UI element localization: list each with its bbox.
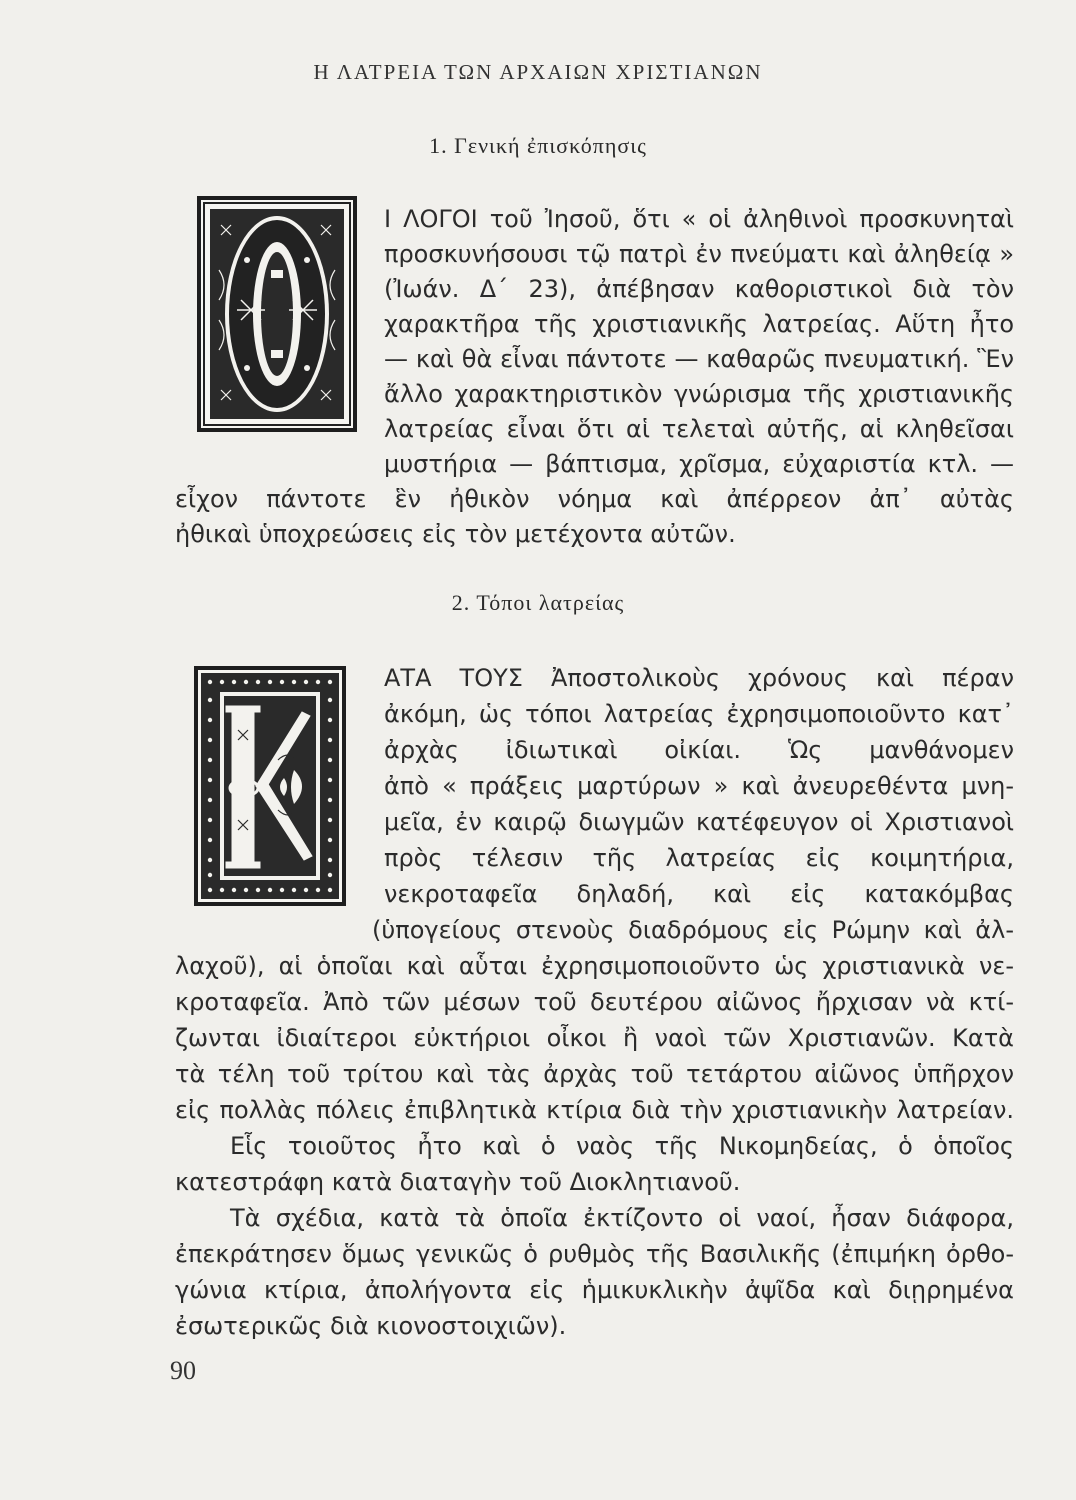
running-title: Η ΛΑΤΡΕΙΑ ΤΩΝ ΑΡΧΑΙΩΝ ΧΡΙΣΤΙΑΝΩΝ <box>313 60 763 84</box>
paragraph-line: λατρείας εἶναι ὅτι αἱ τελεταὶ αὐτῆς, αἱ κληθεῖσαι <box>384 415 1014 443</box>
paragraph-line: Εἷς τοιοῦτος ἦτο καὶ ὁ ναὸς τῆς Νικομηδείας, ὁ ὁποῖος <box>230 1132 1014 1160</box>
paragraph-line: ἠθικαὶ ὑποχρεώσεις εἰς τὸν μετέχοντα αὐτῶν. <box>175 520 736 548</box>
paragraph-line: εἶχον πάντοτε ἓν ἠθικὸν νόημα καὶ ἀπέρρεον ἀπ᾽ αὐτὰς <box>175 485 1014 513</box>
paragraph-line: κροταφεῖα. Ἀπὸ τῶν μέσων τοῦ δευτέρου αἰῶνος ἤρχισαν νὰ κτί- <box>175 988 1014 1016</box>
paragraph-line: Ι ΛΟΓΟΙ τοῦ Ἰησοῦ, ὅτι « οἱ ἀληθινοὶ προσκυνηταὶ <box>384 205 1014 233</box>
paragraph-line: γώνια κτίρια, ἀπολήγοντα εἰς ἡμικυκλικὴν ἀψῖδα καὶ διῃρημένα <box>175 1276 1014 1304</box>
paragraph-line: τὰ τέλη τοῦ τρίτου καὶ τὰς ἀρχὰς τοῦ τετάρτου αἰῶνος ὑπῆρχον <box>175 1060 1014 1088</box>
paragraph-line: εἰς πολλὰς πόλεις ἐπιβλητικὰ κτίρια διὰ τὴν χριστιανικὴν λατρείαν. <box>175 1096 1014 1124</box>
paragraph-line: μεῖα, ἐν καιρῷ διωγμῶν κατέφευγον οἱ Χριστιανοὶ <box>384 808 1014 836</box>
paragraph-line: ζωνται ἰδιαίτεροι εὐκτήριοι οἶκοι ἢ ναοὶ τῶν Χριστιανῶν. Κατὰ <box>175 1024 1014 1052</box>
section-1-title: 1. Γενική ἐπισκόπησις <box>429 133 647 158</box>
paragraph-line: νεκροταφεῖα δηλαδή, καὶ εἰς κατακόμβας <box>384 880 1014 908</box>
paragraph-line: Τὰ σχέδια, κατὰ τὰ ὁποῖα ἐκτίζοντο οἱ ναοί, ἦσαν διάφορα, <box>230 1204 1014 1232</box>
page-number: 90 <box>170 1356 196 1385</box>
paragraph-line: (ὑπογείους στενοὺς διαδρόμους εἰς Ρώμην καὶ ἀλ- <box>372 916 1014 944</box>
paragraph-line: ἀπὸ « πράξεις μαρτύρων » καὶ ἀνευρεθέντα μνη- <box>384 772 1014 800</box>
paragraph-line: χαρακτῆρα τῆς χριστιανικῆς λατρείας. Αὕτη ἦτο <box>384 310 1014 338</box>
drop-cap-kappa <box>194 666 346 906</box>
paragraph-line: πρὸς τέλεσιν τῆς λατρείας εἰς κοιμητήρια, <box>384 844 1014 872</box>
paragraph-line: ἀκόμη, ὡς τόποι λατρείας ἐχρησιμοποιοῦντο κατ᾽ <box>384 700 1014 728</box>
paragraph-line: — καὶ θὰ εἶναι πάντοτε — καθαρῶς πνευματική. Ἓν <box>384 345 1014 373</box>
paragraph-line: ΑΤΑ ΤΟΥΣ Ἀποστολικοὺς χρόνους καὶ πέραν <box>384 664 1014 692</box>
ornamental-letter-k-icon <box>198 670 342 902</box>
paragraph-line: ἄλλο χαρακτηριστικὸν γνώρισμα τῆς χριστιανικῆς <box>384 380 1014 408</box>
ornamental-letter-o-icon <box>201 200 353 428</box>
drop-cap-omicron <box>197 196 357 432</box>
paragraph-line: ἐπεκράτησεν ὅμως γενικῶς ὁ ρυθμὸς τῆς Βασιλικῆς (ἐπιμήκη ὀρθο- <box>175 1240 1014 1268</box>
paragraph-line: λαχοῦ), αἱ ὁποῖαι καὶ αὗται ἐχρησιμοποιοῦντο ὡς χριστιανικὰ νε- <box>175 952 1014 980</box>
paragraph-line: προσκυνήσουσι τῷ πατρὶ ἐν πνεύματι καὶ ἀληθείᾳ » <box>384 240 1014 268</box>
paragraph-line: ἀρχὰς ἰδιωτικαὶ οἰκίαι. Ὡς μανθάνομεν <box>384 736 1014 764</box>
paragraph-line: (Ἰωάν. Δ΄ 23), ἀπέβησαν καθοριστικοὶ διὰ τὸν <box>384 275 1014 303</box>
paragraph-line: κατεστράφη κατὰ διαταγὴν τοῦ Διοκλητιανοῦ. <box>175 1168 741 1196</box>
paragraph-line: ἐσωτερικῶς διὰ κιονοστοιχιῶν). <box>175 1312 567 1340</box>
section-2-title: 2. Τόποι λατρείας <box>451 590 625 615</box>
paragraph-line: μυστήρια — βάπτισμα, χρῖσμα, εὐχαριστία κτλ. — <box>384 450 1014 478</box>
